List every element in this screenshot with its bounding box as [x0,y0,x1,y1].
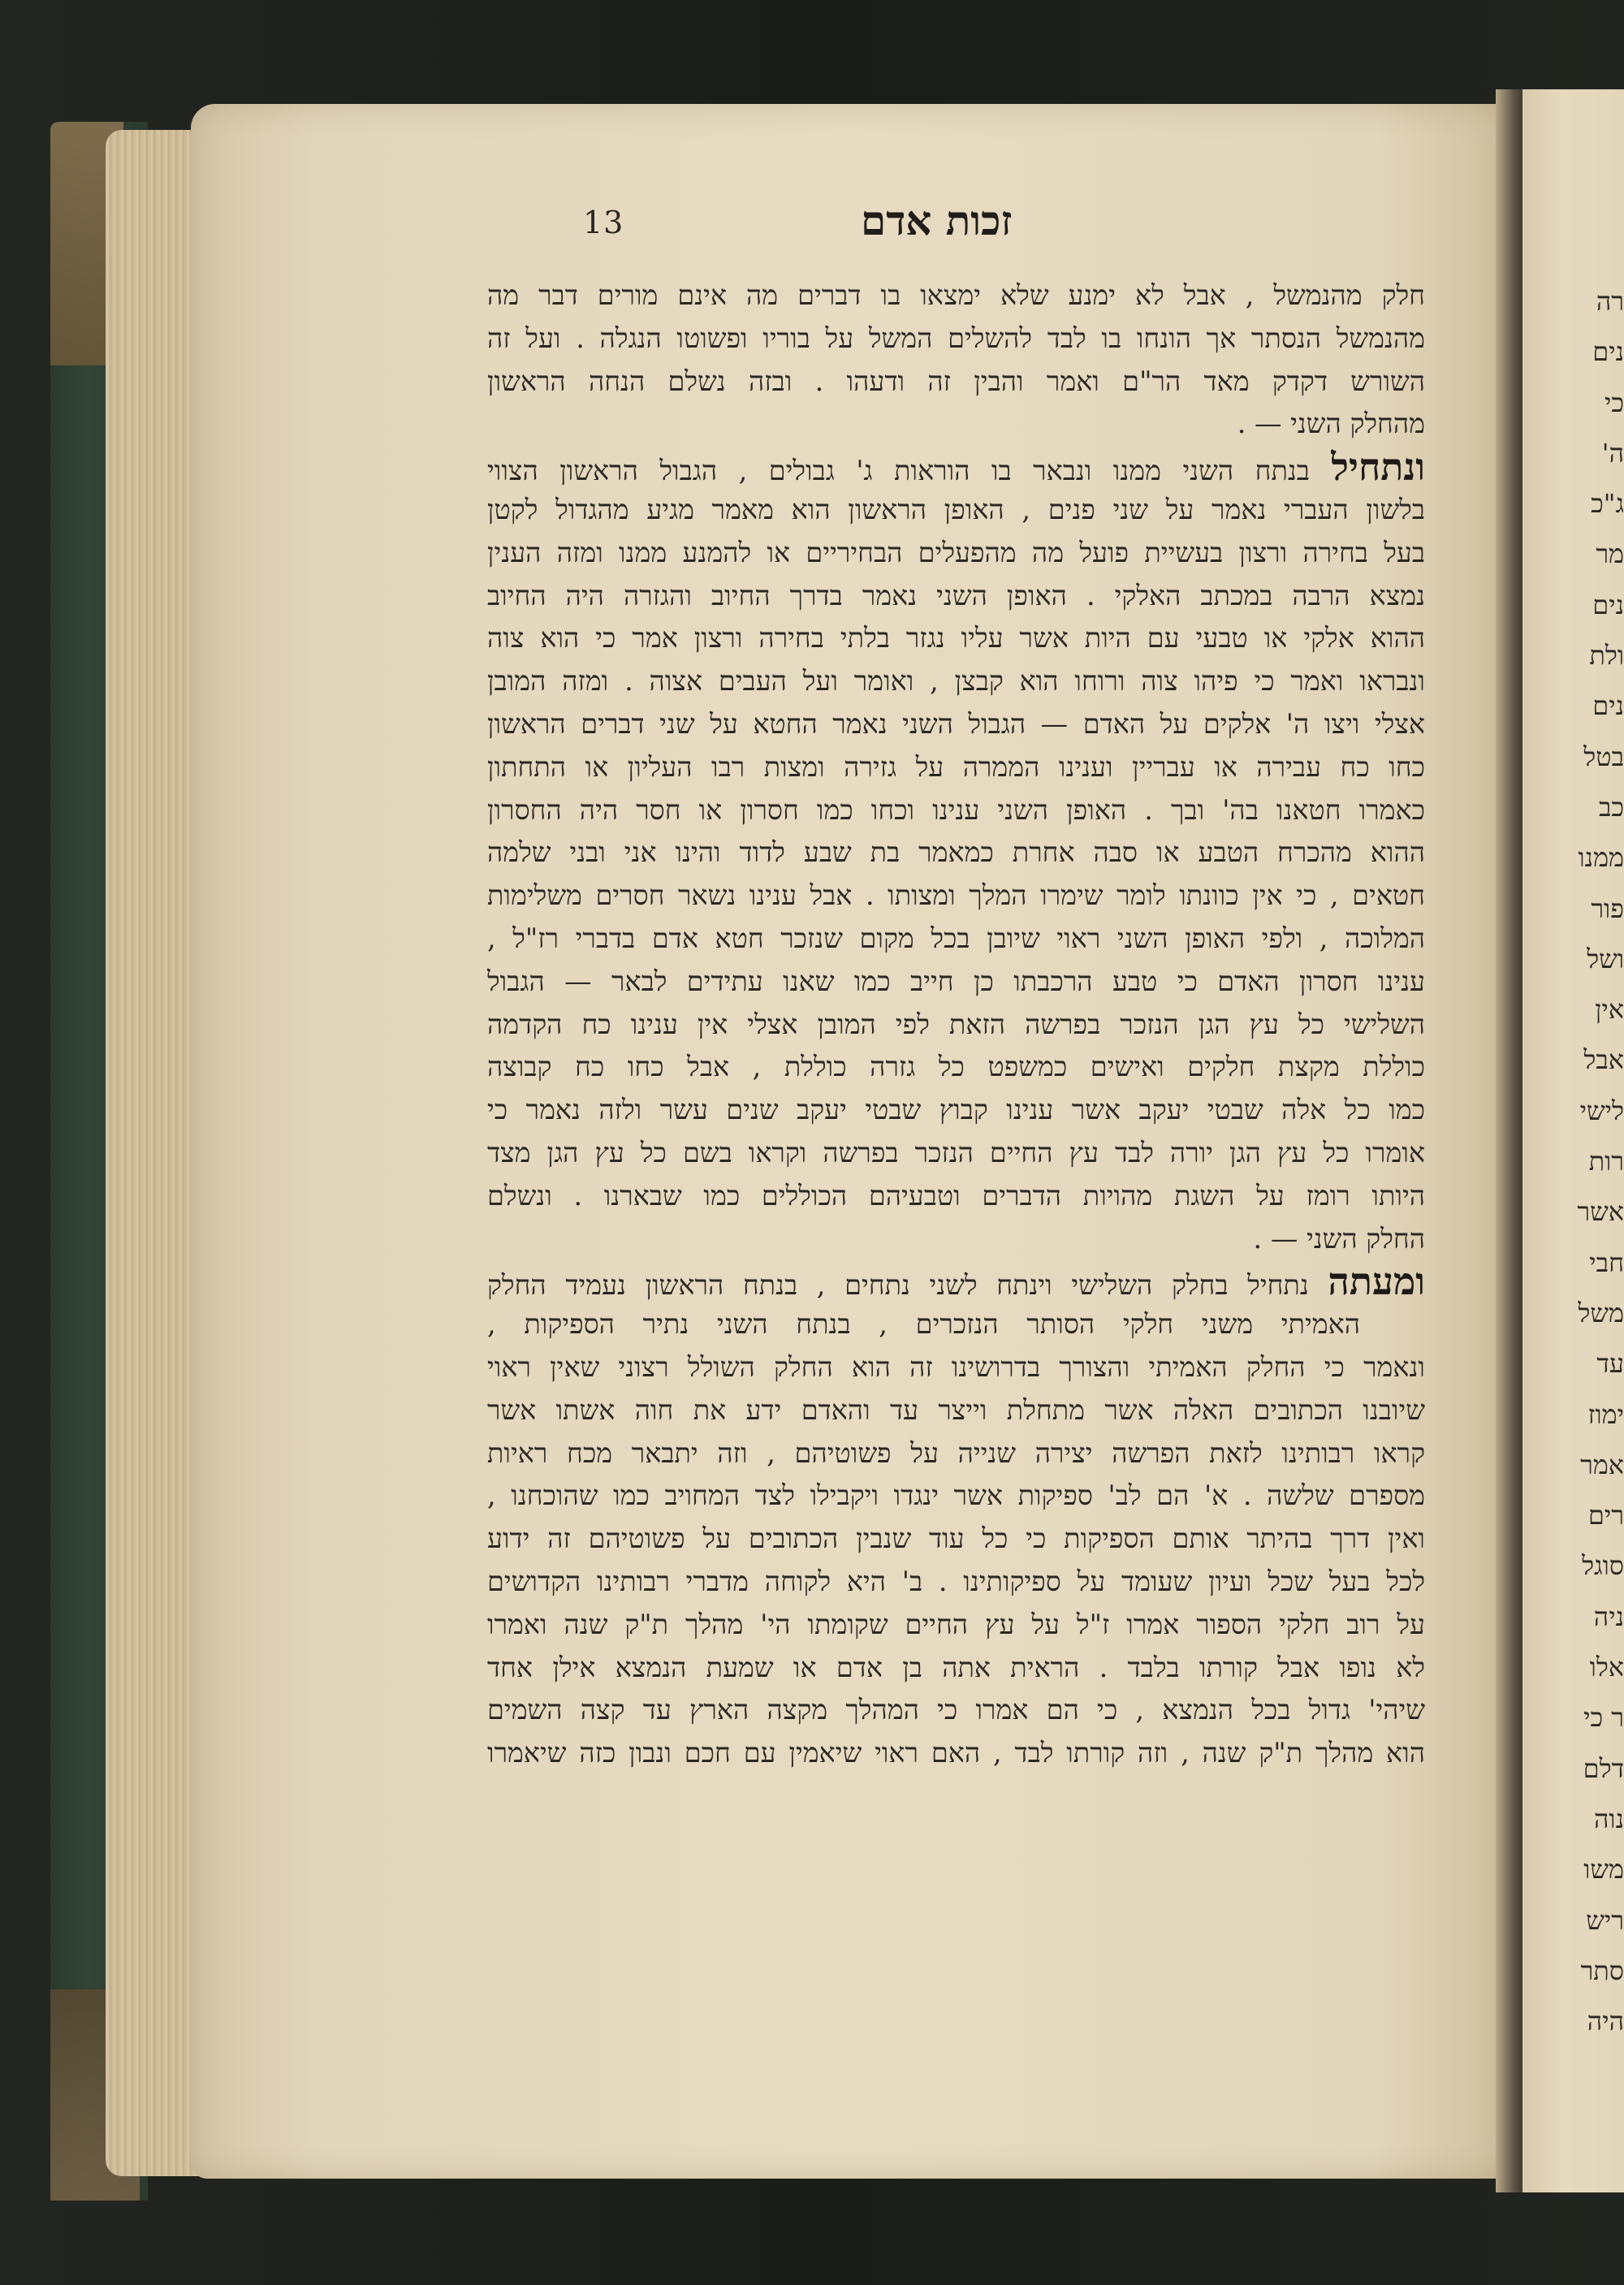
text-line [487,361,1425,404]
text-line [487,1732,1425,1775]
text-line [487,403,1425,446]
text-line [487,1218,1425,1261]
facing-page-fragment: כי [1604,387,1624,418]
text-line [487,1004,1425,1047]
line-text: מהחלק השני — . [1237,408,1425,440]
facing-page-fragment: היה [1587,2006,1624,2037]
paragraph-lead-word: ונתחיל [1331,446,1425,489]
facing-page-fragment: ימוז [1587,1398,1624,1430]
facing-page-fragment: ממנו [1578,842,1624,874]
facing-page-fragment: אבל [1583,1044,1624,1076]
line-text: אצלי ויצו ה' אלקים על האדם — הגבול השני נאמר החטא על שני דברים הראשון [487,707,1425,740]
line-text: בלשון העברי נאמר על שני פנים , האופן הראשון הוא מאמר מגיע מהגדול לקטן [487,493,1425,525]
facing-page-fragment: ג"כ [1591,488,1624,520]
line-text: המלוכה , ולפי האופן השני ראוי שיובן בכל מקום שנזכר חטא אדם בדברי רז"ל , [487,922,1425,954]
text-line [487,918,1425,961]
text-line [487,1518,1425,1561]
text-line [487,446,1425,489]
paragraph-lead-word: ומעתה [1328,1260,1425,1304]
facing-page-fragment: פור [1591,892,1624,924]
running-head: זכות אדם [861,197,1013,244]
text-line [487,746,1425,789]
facing-page-fragment: ריש [1586,1904,1624,1936]
line-text: ההוא אלקי או טבעי עם היות אשר עליו נגזר בלתי בחירה ורצון אמר כי הוא צוה [487,622,1425,654]
text-line [487,1260,1425,1303]
line-text: שיהי' גדול בכל הנמצא , כי הם אמרו כי המהלך מקצה הארץ עד קצה השמים [487,1694,1425,1726]
line-text: כמו כל אלה שבטי יעקב אשר ענינו קבוץ שבטי יעקב שנים עשר ולזה נאמר כי [487,1094,1425,1126]
line-text: הוא מהלך ת"ק שנה , וזה קורתו לבד , האם ראוי שיאמין עם חכם ונבון כזה שיאמרו [487,1737,1425,1769]
line-text: החלק השני — . [1253,1222,1425,1255]
facing-page-fragment: רות [1588,1146,1624,1177]
text-line [487,1561,1425,1604]
line-text: נתחיל בחלק השלישי וינתח לשני נתחים , בנתח הראשון נעמיד החלק [487,1269,1309,1302]
text-line [487,961,1425,1004]
line-text: שיובנו הכתובים האלה אשר מתחלת וייצר עד והאדם ידע את חוה אשתו אשר [487,1393,1425,1426]
facing-page-fragment: משל [1578,1297,1624,1328]
line-text: ואין דרך בהיתר אותם הספיקות כי כל עוד שנבין הכתובים על פשוטיהם זה ידוע [487,1523,1425,1555]
text-line [487,703,1425,746]
facing-page-fragment: נוה [1594,1803,1624,1834]
text-line [487,274,1425,317]
facing-page-fragment: ניה [1593,1600,1624,1632]
facing-page-fragment: מר [1596,538,1624,570]
line-text: לכל בעל שכל ועיון שעומד על ספיקותינו . ב' היא לקוחה מדברי רבותינו הקדושים [487,1565,1425,1597]
text-line [487,1432,1425,1475]
facing-page-fragment: לישי [1579,1095,1624,1126]
page-number: 13 [583,205,624,240]
line-text: חטאים , כי אין כוונתו לומר שימרו המלך ומצותו . אבל ענינו נשאר חסרים משלימות [487,879,1425,912]
text-line [487,831,1425,875]
line-text: היותו רומז על השגת מהויות הדברים וטבעיהם הכוללים כמו שבארנו . ונשלם [487,1179,1425,1212]
text-line [487,1046,1425,1089]
line-text: לא נופו אבל קורתו בלבד . הראית אתה בן אדם או שמעת הנמצא אילן אחד [487,1651,1425,1683]
facing-page-fragment: אין [1595,994,1624,1026]
facing-page-fragment: אמר [1580,1449,1624,1480]
line-text: ענינו חסרון האדם כי טבע הרכבתו כן חייב כמו שאנו עתידים לבאר — הגבול [487,965,1425,997]
facing-page-fragment: אשר [1577,1196,1624,1228]
facing-page-fragment: ולת [1589,640,1624,672]
book-gutter [1496,89,1525,2192]
line-text: ונבראו ואמר כי פיהו צוה ורוחו הוא קבצן , ואומר ועל העבים אצוה . ומזה המובן [487,665,1425,698]
line-text: כחו כח עבירה או עבריין וענינו הממרה על גזירה ומצות רבו העליון או התחתון [487,750,1425,783]
line-text: קראו רבותינו לזאת הפרשה יצירה שנייה על פשוטיהם , וזה יתבאר מכח ראיות [487,1436,1425,1469]
text-line [487,1389,1425,1432]
line-text: כאמרו חטאנו בה' ובך . האופן השני ענינו וכחו כמו חסרון או חסר היה החסרון [487,793,1425,826]
text-line [487,875,1425,918]
line-text: האמיתי משני חלקי הסותר הנזכרים , בנתח השני נתיר הספיקות , [487,1308,1360,1341]
facing-page-fragment: ה' [1601,437,1624,469]
facing-page-fragment: ושל [1587,943,1624,974]
facing-page-fragment: משו [1583,1854,1624,1885]
text-line [487,617,1425,660]
text-line [487,660,1425,703]
line-text: על רוב חלקי הספור אמרו ז"ל על עץ החיים שקומתו הי' מהלך ת"ק שנה ואמרו [487,1608,1425,1640]
text-line [487,1647,1425,1690]
line-text: נמצא הרבה במכתב האלקי . האופן השני נאמר בדרך החיוב והגזרה היה החיוב [487,579,1425,611]
facing-page-fragment: דלם [1583,1752,1624,1784]
text-line [487,532,1425,575]
facing-page-fragment: חבי [1589,1246,1624,1278]
line-text: בנתח השני ממנו ונבאר בו הוראות ג' גבולים , הגבול הראשון הצווי [487,455,1310,487]
line-text: השורש דקדק מאד הר"ם ואמר והבין זה ודעהו . ובזה נשלם הנחה הראשון [487,365,1425,397]
facing-page-fragment: כב [1598,791,1624,823]
facing-page-fragment: רים [1587,1500,1624,1531]
line-text: חלק מהנמשל , אבל לא ימנע שלא ימצאו בו דברים מה אינם מורים דבר מה [487,279,1425,311]
facing-page-fragment: סתר [1580,1955,1624,1986]
text-line [487,1175,1425,1218]
text-line [487,789,1425,832]
text-line [487,1132,1425,1175]
text-line [487,317,1425,361]
line-text: מספרם שלשה . א' הם לב' ספיקות אשר ינגדו ויקבילו לצד המחויב כמו שהוכחנו , [487,1479,1425,1512]
facing-page-fragment: סוגל [1582,1550,1624,1582]
text-line [487,1089,1425,1132]
facing-page-fragment: ר כי [1583,1702,1624,1734]
facing-page-text [1574,276,1624,2046]
text-line [487,1604,1425,1647]
line-text: בעל בחירה ורצון בעשיית פועל מה מהפעלים הבחיריים או להמנע ממנו ומזה הענין [487,536,1425,568]
text-line [487,1303,1425,1346]
text-line [487,1689,1425,1732]
text-line [487,1475,1425,1518]
line-text: אומרו כל עץ הגן יורה לבד עץ החיים הנזכר בפרשה וקראו בשם כל עץ הגן מצד [487,1136,1425,1168]
text-line [487,489,1425,532]
text-line [487,1346,1425,1389]
facing-page-fragment: עד [1596,1348,1624,1380]
text-line [487,575,1425,618]
line-text: ונאמר כי החלק האמיתי והצורך בדרושינו זה הוא החלק השולל רצוני שאין ראוי [487,1350,1425,1383]
facing-page-fragment: רה [1596,286,1624,317]
line-text: כוללת מקצת חלקים ואישים כמשפט כל גזרה כוללת , אבל כחו כח קבוצה [487,1051,1425,1083]
body-text [487,274,1425,1775]
facing-page-fragment: נים [1592,690,1624,722]
facing-page-fragment: נים [1592,589,1624,620]
facing-page-fragment: אלו [1589,1652,1624,1683]
facing-page-fragment: בטל [1583,741,1624,772]
line-text: השלישי כל עץ הגן הנזכר בפרשה הזאת לפי המובן אצלי אין ענינו כח הקדמה [487,1008,1425,1040]
line-text: מהנמשל הנסתר אך הונחו בו לבד להשלים המשל על בוריו ופשוטו הנגלה . ועל זה [487,322,1425,354]
line-text: ההוא מהכרח הטבע או סבה אחרת כמאמר בת שבע לדוד והינו אני ובני שלמה [487,836,1425,869]
facing-page-fragment: נים [1592,336,1624,368]
